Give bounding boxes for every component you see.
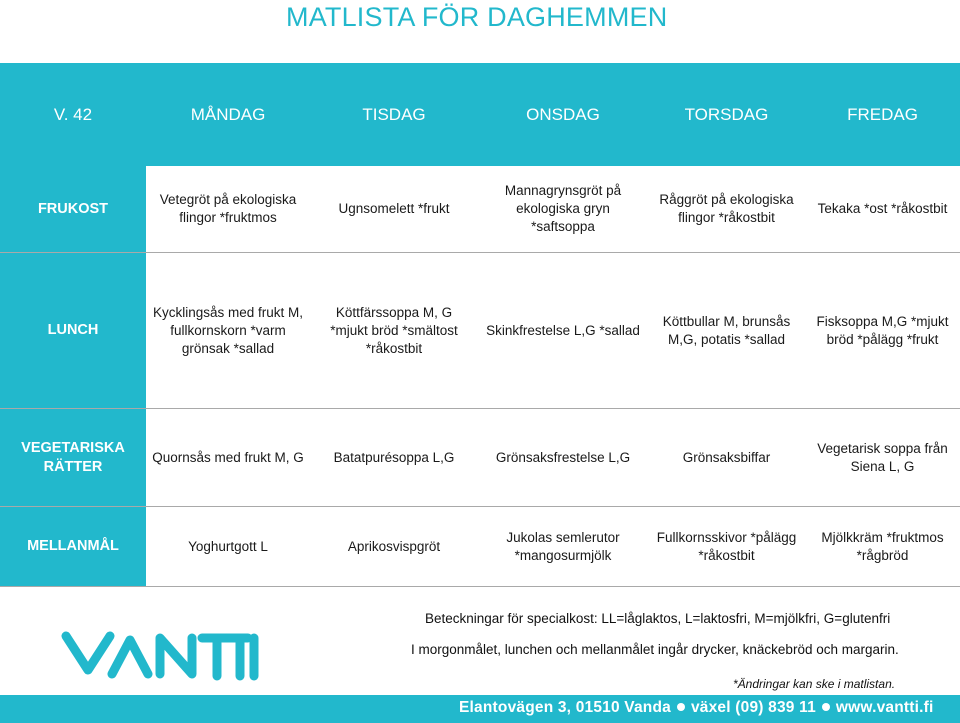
table-row-vegetariska bbox=[0, 409, 960, 507]
changes-note: *Ändringar kan ske i matlistan. bbox=[733, 677, 896, 691]
logo-letter-t2 bbox=[228, 638, 248, 676]
day-thursday: TORSDAG bbox=[684, 104, 769, 124]
table-row-lunch bbox=[0, 253, 960, 409]
menu-cell: Grönsaksfrestelse L,G bbox=[495, 449, 631, 465]
row-label: FRUKOST bbox=[0, 166, 146, 252]
menu-cell: Köttfärssoppa M, G *mjukt bröd *smältost *råkostbit bbox=[330, 304, 458, 356]
footer-website-link[interactable]: www.vantti.fi bbox=[835, 699, 934, 716]
menu-cell: Vegetarisk soppa från Siena L, G bbox=[817, 440, 948, 474]
footer-contact bbox=[459, 699, 934, 717]
header-band bbox=[0, 63, 960, 166]
row-label: VEGETARISKA RÄTTER bbox=[0, 409, 146, 506]
logo-letter-v bbox=[66, 636, 110, 670]
menu-cell: Grönsaksbiffar bbox=[682, 449, 771, 465]
special-diet-legend: Beteckningar för specialkost: LL=låglaktos, L=laktosfri, M=mjölkfri, G=glutenfri bbox=[425, 611, 891, 626]
table-row-mellanmal bbox=[0, 507, 960, 587]
menu-cell: Mannagrynsgröt på ekologiska gryn *saftsoppa bbox=[504, 183, 622, 234]
separator-dot bbox=[677, 703, 685, 711]
menu-cell: Yoghurtgott L bbox=[188, 538, 268, 554]
footer-phone: växel (09) 839 11 bbox=[690, 699, 816, 716]
menu-cell: Ugnsomelett *frukt bbox=[338, 201, 450, 216]
menu-cell: Fisksoppa M,G *mjukt bröd *pålägg *frukt bbox=[816, 313, 949, 347]
table-row-frukost bbox=[0, 166, 960, 253]
row-label: LUNCH bbox=[0, 253, 146, 408]
menu-cell: Köttbullar M, brunsås M,G, potatis *sallad bbox=[662, 313, 791, 347]
menu-cell: Vetegröt på ekologiska flingor *fruktmos bbox=[159, 192, 297, 225]
day-wednesday: ONSDAG bbox=[526, 104, 600, 124]
day-friday: FREDAG bbox=[847, 104, 918, 124]
footer-bar bbox=[0, 695, 960, 723]
day-monday: MÅNDAG bbox=[190, 104, 266, 124]
page-title: MATLISTA FÖR DAGHEMMEN bbox=[286, 2, 668, 32]
logo-letter-t1 bbox=[202, 638, 232, 676]
logo-letter-a bbox=[112, 640, 148, 674]
menu-cell: Tekaka *ost *råkostbit bbox=[817, 201, 948, 216]
menu-cell: Aprikosvispgröt bbox=[347, 538, 441, 554]
week-label: V. 42 bbox=[53, 104, 93, 124]
menu-cell: Råggröt på ekologiska flingor *råkostbit bbox=[659, 192, 794, 225]
vantti-logo bbox=[60, 624, 260, 690]
included-items-note: I morgonmålet, lunchen och mellanmålet ingår drycker, knäckebröd och margarin. bbox=[411, 642, 899, 657]
menu-cell: Kycklingsås med frukt M, fullkornskorn *varm grönsak *sallad bbox=[152, 304, 304, 356]
menu-cell: Fullkornsskivor *pålägg *råkostbit bbox=[656, 529, 797, 563]
footer-address: Elantovägen 3, 01510 Vanda bbox=[459, 699, 671, 716]
menu-cell: Quornsås med frukt M, G bbox=[152, 449, 304, 465]
menu-cell: Skinkfrestelse L,G *sallad bbox=[486, 322, 640, 338]
menu-cell: Batatpurésoppa L,G bbox=[333, 449, 455, 465]
row-label: MELLANMÅL bbox=[0, 507, 146, 586]
day-tuesday: TISDAG bbox=[362, 104, 426, 124]
separator-dot bbox=[822, 703, 830, 711]
logo-letter-n bbox=[160, 638, 192, 674]
menu-cell: Jukolas semlerutor *mangosurmjölk bbox=[506, 529, 620, 563]
menu-cell: Mjölkkräm *fruktmos *rågbröd bbox=[821, 529, 944, 563]
